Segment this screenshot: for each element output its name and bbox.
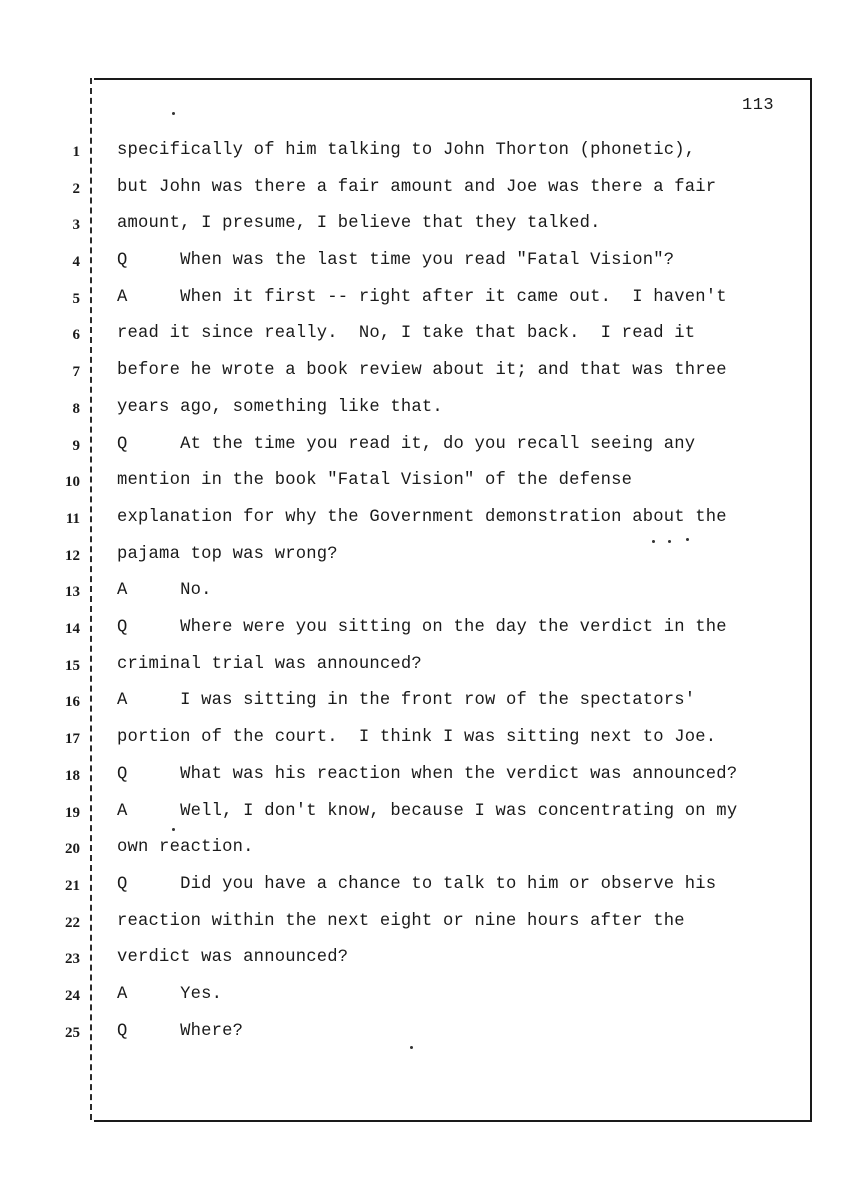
transcript-line: Q At the time you read it, do you recall seeing any — [117, 435, 696, 454]
speck — [668, 540, 671, 543]
transcript-line: mention in the book "Fatal Vision" of the defense — [117, 471, 633, 490]
transcript-line: A When it first -- right after it came out. I haven't — [117, 288, 727, 307]
line-number: 5 — [72, 291, 80, 307]
line-number: 3 — [72, 217, 80, 233]
transcript-line: but John was there a fair amount and Joe was there a fair — [117, 178, 717, 197]
transcript-line: specifically of him talking to John Thorton (phonetic), — [117, 141, 696, 160]
line-number: 1 — [72, 144, 80, 160]
line-number: 15 — [65, 658, 80, 674]
transcript-line: Q When was the last time you read "Fatal Vision"? — [117, 251, 675, 270]
transcript-line: amount, I presume, I believe that they talked. — [117, 214, 601, 233]
line-number: 23 — [65, 951, 80, 967]
transcript-line: explanation for why the Government demonstration about the — [117, 508, 727, 527]
transcript-line: reaction within the next eight or nine hours after the — [117, 912, 685, 931]
line-number: 17 — [65, 731, 80, 747]
line-number: 12 — [65, 548, 80, 564]
line-number: 10 — [65, 474, 80, 490]
line-number: 20 — [65, 841, 80, 857]
speck — [172, 828, 175, 831]
transcript-line: A Well, I don't know, because I was concentrating on my — [117, 802, 738, 821]
page-number: 113 — [742, 96, 775, 115]
line-number: 24 — [65, 988, 80, 1004]
transcript-line: criminal trial was announced? — [117, 655, 422, 674]
transcript-line: A Yes. — [117, 985, 223, 1004]
speck — [652, 540, 655, 543]
line-number: 11 — [65, 511, 80, 527]
line-number: 22 — [65, 915, 80, 931]
line-number: 21 — [65, 878, 80, 894]
speck — [410, 1046, 413, 1049]
speck — [172, 112, 175, 115]
transcript-line: read it since really. No, I take that back. I read it — [117, 324, 696, 343]
transcript-line: Q Where were you sitting on the day the verdict in the — [117, 618, 727, 637]
transcript-line: own reaction. — [117, 838, 254, 857]
speck — [686, 538, 689, 541]
transcript-line: A No. — [117, 581, 212, 600]
transcript-line: portion of the court. I think I was sitting next to Joe. — [117, 728, 717, 747]
line-number: 4 — [72, 254, 80, 270]
line-number: 2 — [72, 181, 80, 197]
line-number: 9 — [72, 438, 80, 454]
line-number: 7 — [72, 364, 80, 380]
transcript-line: Q Where? — [117, 1022, 244, 1041]
line-number: 13 — [65, 584, 80, 600]
left-margin-rule — [90, 78, 92, 1120]
line-number: 16 — [65, 694, 80, 710]
transcript-line: A I was sitting in the front row of the spectators' — [117, 691, 696, 710]
line-number: 19 — [65, 805, 80, 821]
line-number: 14 — [65, 621, 80, 637]
transcript-line: before he wrote a book review about it; and that was three — [117, 361, 727, 380]
line-number: 18 — [65, 768, 80, 784]
transcript-line: verdict was announced? — [117, 948, 349, 967]
transcript-line: Q What was his reaction when the verdict was announced? — [117, 765, 738, 784]
line-number: 6 — [72, 327, 80, 343]
line-number: 8 — [72, 401, 80, 417]
transcript-line: years ago, something like that. — [117, 398, 443, 417]
transcript-line: pajama top was wrong? — [117, 545, 338, 564]
line-number: 25 — [65, 1025, 80, 1041]
transcript-line: Q Did you have a chance to talk to him or observe his — [117, 875, 717, 894]
